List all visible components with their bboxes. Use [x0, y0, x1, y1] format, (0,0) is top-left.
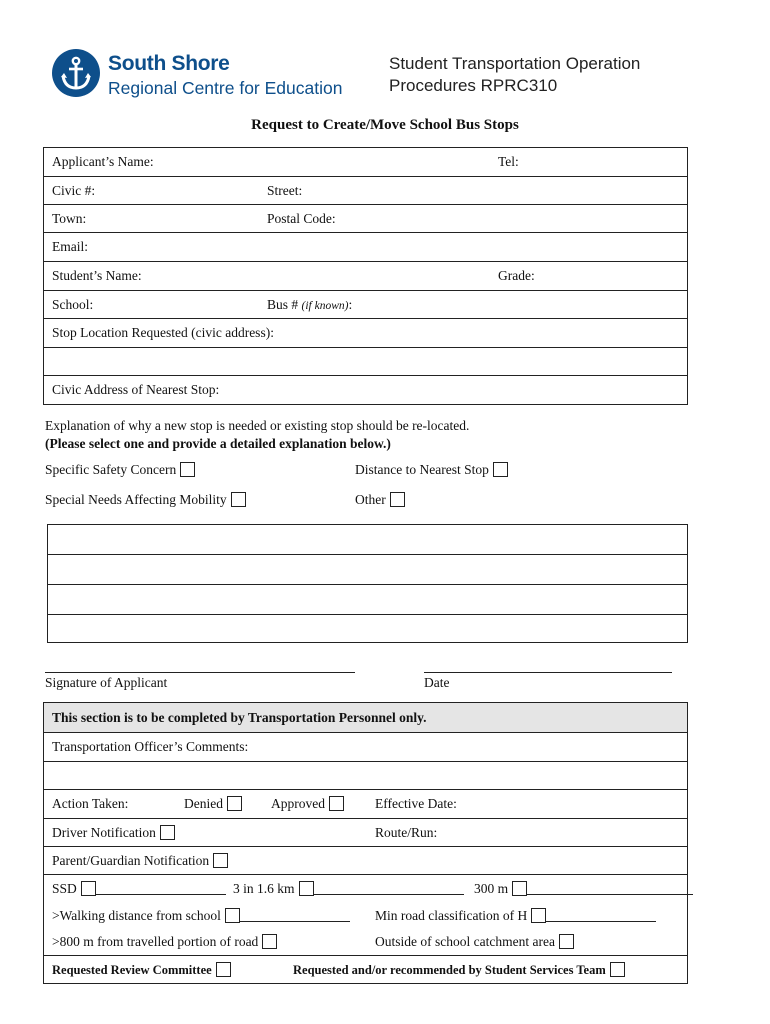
row-address[interactable]: [44, 177, 687, 205]
denied-option: Denied: [184, 796, 242, 812]
min-road-checkbox[interactable]: [531, 908, 546, 923]
ssd-checkbox[interactable]: [81, 881, 96, 896]
review-committee-checkbox[interactable]: [216, 962, 231, 977]
document-series: Student Transportation Operation: [389, 54, 641, 73]
special-needs-checkbox[interactable]: [231, 492, 246, 507]
bus-label: Bus # (if known):: [267, 296, 353, 312]
row-applicant-name[interactable]: [44, 148, 687, 177]
signature-label: Signature of Applicant: [45, 675, 168, 690]
parent-checkbox[interactable]: [213, 853, 228, 868]
org-name: South Shore: [108, 52, 230, 75]
min-road-blank[interactable]: [546, 908, 656, 922]
other-label: Other: [355, 492, 386, 507]
row-nearest-stop[interactable]: [44, 376, 687, 404]
email-label: Email:: [52, 239, 88, 254]
driver-option: Driver Notification: [52, 825, 175, 841]
row-email[interactable]: [44, 233, 687, 262]
three-hundred-checkbox[interactable]: [512, 881, 527, 896]
row-action-taken: [44, 790, 687, 819]
student-services-option: Requested and/or recommended by Student Services Team: [293, 962, 625, 978]
grade-label: Grade:: [498, 268, 535, 283]
officer-comments-label: Transportation Officer’s Comments:: [52, 739, 249, 754]
min-road-option: Min road classification of H: [375, 908, 656, 924]
parent-option: Parent/Guardian Notification: [52, 853, 228, 869]
option-special-needs: [45, 492, 246, 508]
walking-blank[interactable]: [240, 908, 350, 922]
approved-checkbox[interactable]: [329, 796, 344, 811]
effective-date-label: Effective Date:: [375, 796, 457, 811]
row-eight-hundred: [44, 929, 687, 956]
tel-label: Tel:: [498, 154, 519, 169]
staff-table: [43, 702, 688, 984]
explanation-note: (Please select one and provide a detailed explanation below.): [45, 436, 391, 451]
org-subtitle: Regional Centre for Education: [108, 78, 343, 98]
three-in-option: 3 in 1.6 km: [233, 881, 464, 897]
explanation-box: [47, 524, 688, 643]
row-comments-blank[interactable]: [44, 762, 687, 790]
student-name-label: Student’s Name:: [52, 268, 142, 283]
school-label: School:: [52, 296, 94, 312]
option-distance: [355, 462, 508, 478]
action-taken-label: Action Taken:: [52, 796, 129, 811]
outside-catchment-option: Outside of school catchment area: [375, 934, 574, 950]
nearest-stop-label: Civic Address of Nearest Stop:: [52, 382, 220, 397]
student-services-checkbox[interactable]: [610, 962, 625, 977]
date-label: Date: [424, 675, 450, 690]
explanation-instructions: Explanation of why a new stop is needed or existing stop should be re-located.: [45, 418, 470, 433]
explanation-line[interactable]: [48, 615, 687, 642]
row-town[interactable]: [44, 205, 687, 233]
page-title: Request to Create/Move School Bus Stops: [251, 117, 519, 133]
distance-label: Distance to Nearest Stop: [355, 462, 489, 477]
street-label: Street:: [267, 182, 303, 198]
explanation-line[interactable]: [48, 585, 687, 615]
row-driver: [44, 819, 687, 847]
row-school[interactable]: [44, 291, 687, 319]
row-walking: [44, 902, 687, 929]
row-student[interactable]: [44, 262, 687, 291]
signature-line[interactable]: [45, 672, 355, 673]
three-in-blank[interactable]: [314, 881, 464, 895]
stop-location-label: Stop Location Requested (civic address):: [52, 325, 274, 340]
applicant-name-label: Applicant’s Name:: [52, 154, 154, 169]
applicant-table: [43, 147, 688, 405]
three-in-checkbox[interactable]: [299, 881, 314, 896]
row-review: [44, 956, 687, 983]
three-hundred-option: 300 m: [474, 881, 693, 897]
route-run-label: Route/Run:: [375, 824, 438, 840]
date-line[interactable]: [424, 672, 672, 673]
row-ssd: [44, 875, 687, 902]
civic-label: Civic #:: [52, 182, 96, 198]
option-safety-concern: [45, 462, 195, 478]
eight-hundred-option: >800 m from travelled portion of road: [52, 934, 277, 950]
distance-checkbox[interactable]: [493, 462, 508, 477]
review-committee-option: Requested Review Committee: [52, 962, 231, 978]
row-officer-comments[interactable]: [44, 733, 687, 762]
explanation-line[interactable]: [48, 525, 687, 555]
row-stop-location-blank[interactable]: [44, 348, 687, 376]
driver-checkbox[interactable]: [160, 825, 175, 840]
row-parent: [44, 847, 687, 875]
staff-heading-row: [44, 703, 687, 733]
anchor-icon: [52, 49, 100, 97]
special-needs-label: Special Needs Affecting Mobility: [45, 492, 227, 507]
explanation-line[interactable]: [48, 555, 687, 585]
safety-concern-label: Specific Safety Concern: [45, 462, 177, 477]
safety-concern-checkbox[interactable]: [180, 462, 195, 477]
town-label: Town:: [52, 210, 87, 226]
row-stop-location[interactable]: [44, 319, 687, 348]
ssd-option: SSD: [52, 881, 226, 897]
walking-option: >Walking distance from school: [52, 908, 350, 924]
postal-code-label: Postal Code:: [267, 210, 336, 226]
walking-checkbox[interactable]: [225, 908, 240, 923]
document-code: Procedures RPRC310: [389, 76, 558, 95]
ssd-blank[interactable]: [96, 881, 226, 895]
eight-hundred-checkbox[interactable]: [262, 934, 277, 949]
option-other: [355, 492, 405, 508]
three-hundred-blank[interactable]: [527, 881, 693, 895]
staff-heading: This section is to be completed by Transportation Personnel only.: [52, 709, 427, 725]
other-checkbox[interactable]: [390, 492, 405, 507]
denied-checkbox[interactable]: [227, 796, 242, 811]
outside-catchment-checkbox[interactable]: [559, 934, 574, 949]
approved-option: Approved: [271, 796, 344, 812]
